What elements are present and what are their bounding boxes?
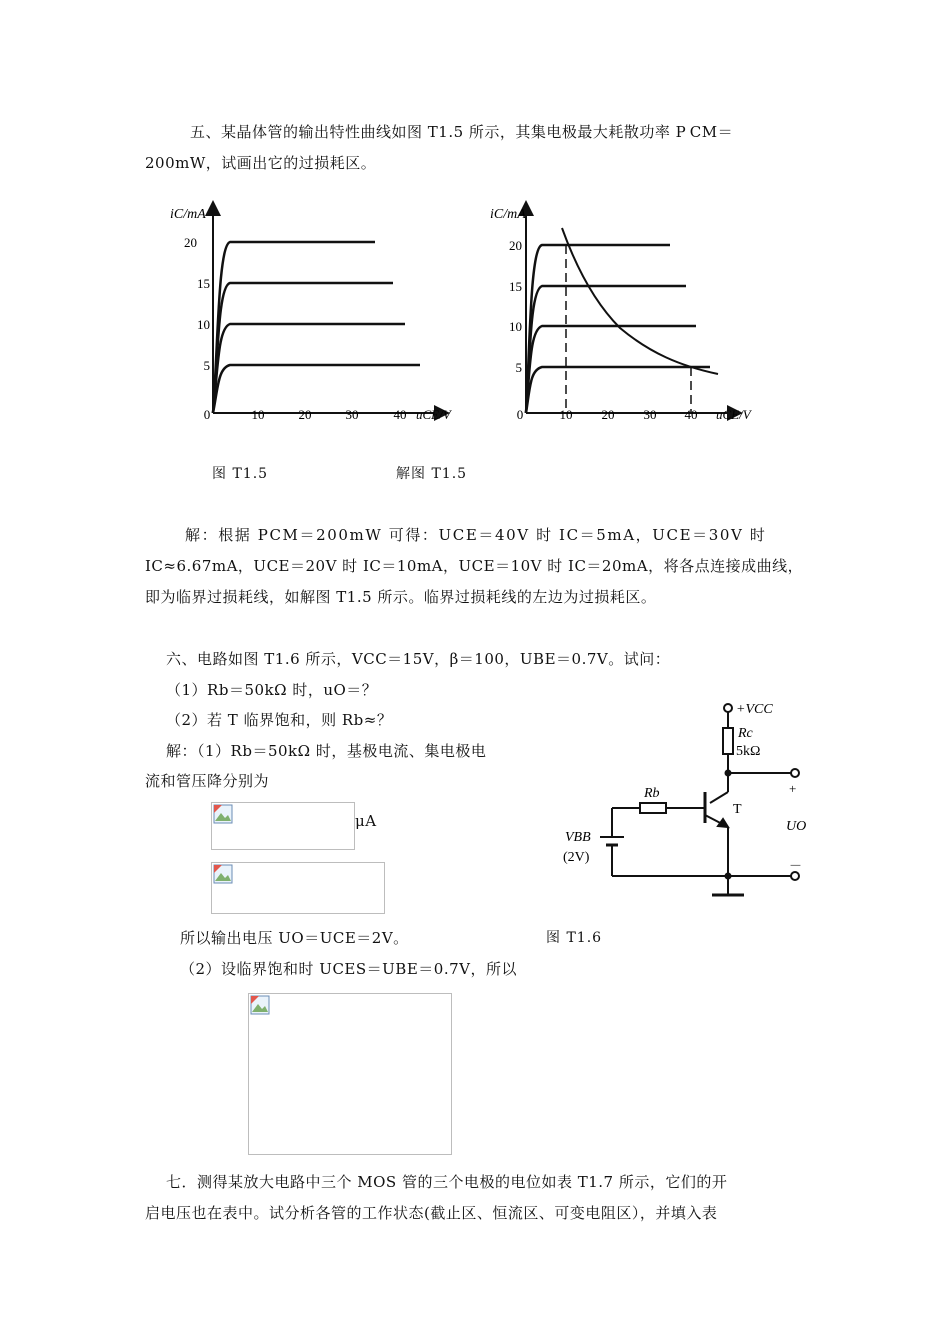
xtick-label: 30 (345, 407, 359, 422)
curve-5ma (526, 367, 710, 413)
ytick-label: 20 (184, 235, 197, 250)
section6-answer-line1: 解：（1）Rb＝50kΩ 时，基极电流、集电极电 (166, 742, 487, 760)
xtick-label: 0 (203, 407, 211, 422)
curve-10ma (526, 326, 696, 413)
broken-image-icon (250, 995, 270, 1015)
curve-5ma (213, 365, 420, 413)
curve-15ma (526, 286, 686, 413)
common-emitter-circuit-diagram (560, 695, 820, 910)
ytick-label: 5 (515, 360, 522, 375)
vbb-value: (2V) (563, 850, 590, 865)
formula-image-base-current (211, 802, 355, 850)
xtick-label: 20 (601, 407, 615, 422)
y-axis-label: iC/mA (170, 207, 206, 222)
resistor-rb (640, 803, 666, 813)
junction-dot (725, 770, 732, 777)
vcc-terminal (724, 704, 732, 712)
ytick-label: 15 (509, 279, 522, 294)
solution-loss-curve-chart (480, 198, 770, 430)
transistor-label: T (733, 802, 742, 817)
curve-20ma (213, 242, 375, 413)
section6-question-line1: 六、电路如图 T1.6 所示，VCC＝15V，β＝100，UBE＝0.7V。试问： (166, 650, 671, 668)
curve-10ma (213, 324, 405, 413)
broken-image-icon (213, 864, 233, 884)
section6-output-voltage: 所以输出电压 UO＝UCE＝2V。 (180, 929, 409, 947)
output-terminal-plus (791, 769, 799, 777)
formula-image-rb-saturation (248, 993, 452, 1155)
xtick-label: 10 (559, 407, 573, 422)
ytick-label: 20 (509, 238, 522, 253)
formula-image-collector-current (211, 862, 385, 914)
xtick-label: 0 (516, 407, 524, 422)
vcc-label: +VCC (736, 702, 773, 717)
broken-image-icon (213, 804, 233, 824)
output-plus-sign: + (789, 781, 797, 796)
section5-question-line1: 五、某晶体管的输出特性曲线如图 T1.5 所示，其集电极最大耗散功率 P CM＝ (190, 123, 734, 141)
xtick-label: 40 (393, 407, 407, 422)
output-characteristic-chart (160, 198, 470, 430)
section5-answer-line1: 解：根据 PCM＝200mW 可得：UCE＝40V 时 IC＝5mA，UCE＝30V 时 (185, 526, 767, 544)
max-dissipation-curve (562, 228, 718, 374)
rc-value: 5kΩ (736, 744, 761, 759)
vbb-label: VBB (565, 830, 591, 845)
x-axis-label: uCE/V (416, 407, 451, 422)
y-axis-label: iC/mA (490, 207, 526, 222)
section6-question-2: （2）若 T 临界饱和，则 Rb≈？ (166, 711, 393, 729)
curve-15ma (213, 283, 393, 413)
ytick-label: 15 (197, 276, 210, 291)
section6-answer-2: （2）设临界饱和时 UCES＝UBE＝0.7V，所以 (180, 960, 517, 978)
xtick-label: 10 (251, 407, 265, 422)
emitter-arrow (718, 819, 728, 827)
uo-label: UO (786, 819, 807, 834)
section6-answer-line2: 流和管压降分别为 (145, 772, 270, 790)
junction-dot (725, 873, 732, 880)
resistor-rc (723, 728, 733, 754)
section6-question-1: （1）Rb＝50kΩ 时，uO＝？ (166, 681, 378, 699)
rc-label: Rc (738, 726, 753, 741)
section5-answer-line3: 即为临界过损耗线，如解图 T1.5 所示。临界过损耗线的左边为过损耗区。 (145, 588, 657, 606)
xtick-label: 20 (298, 407, 312, 422)
transistor-collector-lead (710, 792, 728, 803)
x-axis-label: uCE/V (716, 407, 751, 422)
xtick-label: 30 (643, 407, 657, 422)
curve-20ma (526, 245, 670, 413)
section5-answer-line2: IC≈6.67mA，UCE＝20V 时 IC＝10mA，UCE＝10V 时 IC＝20mA，将各点连接成曲线， (145, 557, 804, 575)
section7-question-line1: 七．测得某放大电路中三个 MOS 管的三个电极的电位如表 T1.7 所示，它们的开 (166, 1173, 728, 1191)
ytick-label: 5 (203, 358, 210, 373)
unit-microampere: μA (355, 812, 377, 830)
rb-label: Rb (644, 786, 660, 801)
section7-question-line2: 启电压也在表中。试分析各管的工作状态(截止区、恒流区、可变电阻区），并填入表 (145, 1204, 718, 1222)
xtick-label: 40 (684, 407, 698, 422)
ytick-label: 10 (197, 317, 210, 332)
figure-caption-solution-t15: 解图 T1.5 (396, 466, 468, 482)
output-minus-sign: － (789, 858, 803, 873)
ytick-label: 10 (509, 319, 522, 334)
figure-caption-t15: 图 T1.5 (212, 466, 269, 482)
section5-question-line2: 200mW，试画出它的过损耗区。 (145, 154, 377, 172)
output-terminal-minus (791, 872, 799, 880)
figure-caption-t16: 图 T1.6 (546, 930, 603, 946)
